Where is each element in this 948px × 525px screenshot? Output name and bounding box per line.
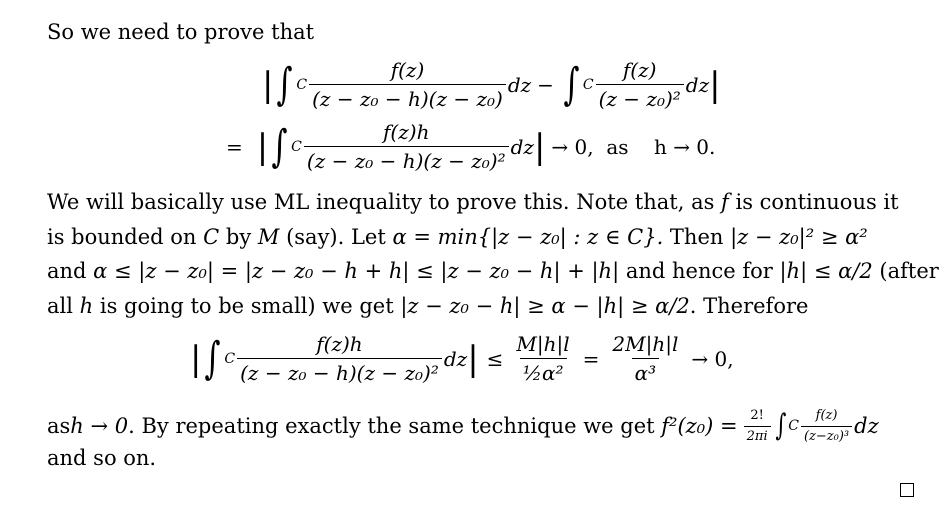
paragraph-line-5: as h → 0 . By repeating exactly the same technique we get f²(z₀) = $\frac{2!}{2\pi i}$ ∫ C $\frac{f(z)}{\text{(z−z₀)³}}$ dz (47, 408, 879, 444)
fraction-1: $\frac{f(z)}{\text{(z − z₀ − h)(z − z₀)}}$ (309, 58, 506, 111)
equation-3: | ∫ C $\frac{f(z)h}{\text{(z − z₀ − h)(z − z₀)²}}$ dz | ≤ $\frac{M|h|l}{\text{½α²}}$ = $\frac{2M|h|l}{\text{α³}}$ → 0, (190, 332, 734, 385)
intro-text: So we need to prove that (47, 20, 315, 44)
equation-1: | ∫ C $\frac{f(z)}{\text{(z − z₀ − h)(z − z₀)}}$ dz − ∫ C $\frac{f(z)}{\text{(z − z₀)²}}$ dz | (262, 58, 721, 111)
integrand-fraction: $\frac{f(z)}{\text{(z−z₀)³}}$ (801, 408, 852, 444)
fraction-3: $\frac{f(z)h}{\text{(z − z₀ − h)(z − z₀)²}}$ (304, 120, 509, 173)
equation-2: = | ∫ C $\frac{f(z)h}{\text{(z − z₀ − h)(z − z₀)²}}$ dz | → 0, as h → 0. (226, 120, 716, 173)
paragraph-line-6: and so on. (47, 446, 157, 470)
paragraph-line-4: all h is going to be small) we get |z − z₀ − h| ≥ α − |h| ≥ α/2. Therefore (47, 294, 809, 318)
integral-sign: ∫ (276, 58, 293, 110)
fraction-5: $\frac{M|h|l}{\text{½α²}}$ (516, 332, 570, 385)
paragraph-line-1: We will basically use ML inequality to prove this. Note that, as f is continuous it (47, 190, 899, 214)
fraction-6: $\frac{2M|h|l}{\text{α³}}$ (612, 332, 679, 385)
qed-box (900, 483, 914, 497)
intro-line (47, 20, 314, 45)
fraction-4: $\frac{f(z)h}{\text{(z − z₀ − h)(z − z₀)²}}$ (237, 332, 442, 385)
paragraph-line-2: is bounded on C by M (say). Let α = min{|z − z₀| : z ∈ C}. Then |z − z₀|² ≥ α² (47, 225, 868, 249)
coefficient-fraction: $\frac{2!}{2\pi i}$ (744, 408, 771, 444)
bar-left: | (262, 64, 274, 105)
fraction-2: $\frac{f(z)}{\text{(z − z₀)²}}$ (596, 58, 684, 111)
paragraph-line-3: and α ≤ |z − z₀| = |z − z₀ − h + h| ≤ |z − z₀ − h| + |h| and hence for |h| ≤ α/2 (after (47, 259, 939, 283)
